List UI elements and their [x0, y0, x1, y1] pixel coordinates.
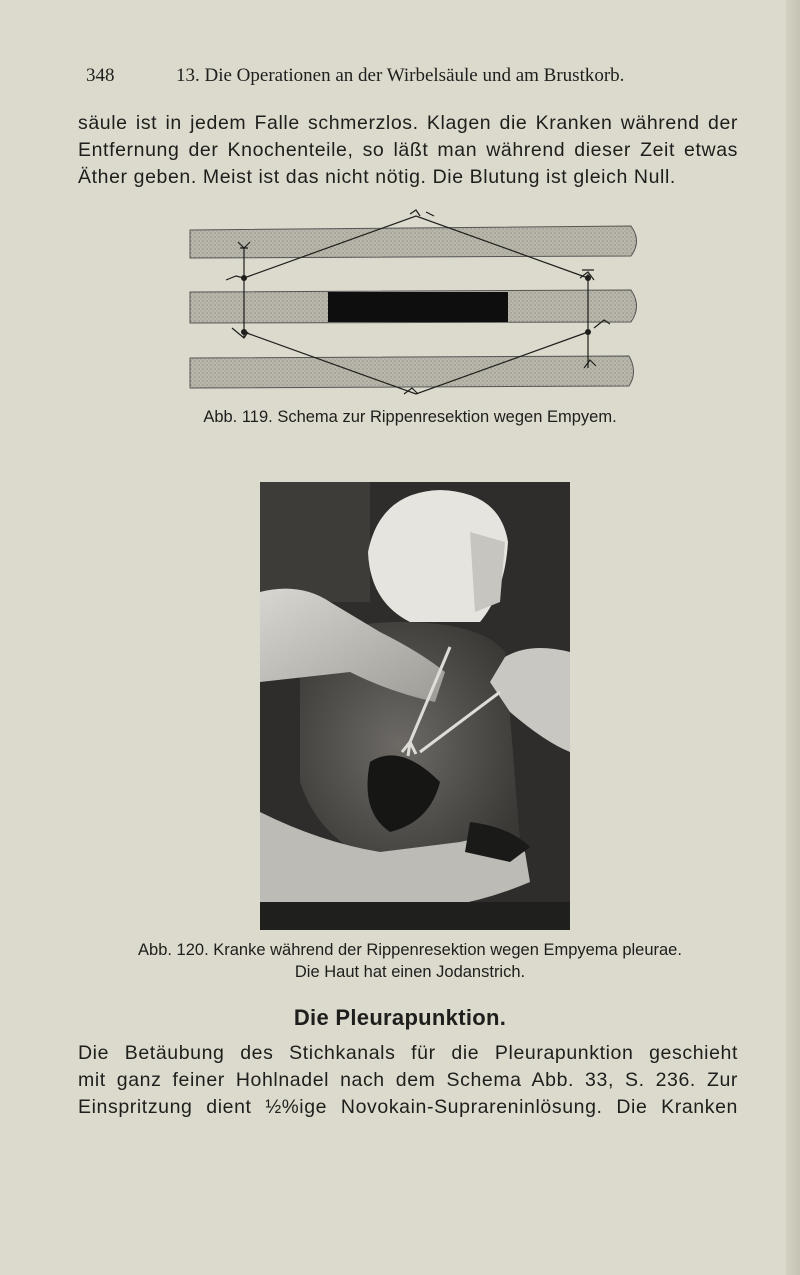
text-line: Die Betäubung des Stichkanals für die Pleurapunktion geschieht: [78, 1042, 738, 1064]
rib-bottom: [190, 356, 634, 388]
rib-middle: [190, 290, 637, 323]
text-segment: ige Novokain-Suprareninlösung. Die Kranken: [299, 1096, 738, 1118]
text-line: säule ist in jedem Falle schmerzlos. Klagen die Kranken während der: [78, 112, 738, 134]
page-edge: [786, 0, 800, 1275]
rib-top: [190, 226, 637, 258]
text-line: [78, 1094, 738, 1121]
paragraph-2: [78, 1040, 738, 1121]
paragraph-1: [78, 110, 738, 191]
text-segment: Einspritzung dient: [78, 1096, 266, 1118]
text-line: Entfernung der Knochenteile, so läßt man während dieser Zeit etwas: [78, 139, 738, 161]
figure-120-caption: [80, 939, 740, 983]
text-line: mit ganz feiner Hohlnadel nach dem Schema Abb. 33, S. 236. Zur: [78, 1069, 738, 1091]
fraction: ½%: [265, 1097, 300, 1118]
section-title: Die Pleurapunktion.: [293, 1005, 507, 1030]
figure-119-caption: Abb. 119. Schema zur Rippenresektion wegen Empyem.: [203, 408, 617, 426]
figure-120-caption-line1: Abb. 120. Kranke während der Rippenresektion wegen Empyema pleurae.: [138, 941, 682, 959]
running-title: 13. Die Operationen an der Wirbelsäule und am Brustkorb.: [176, 65, 625, 86]
page-number: 348: [86, 65, 115, 86]
text-line: Äther geben. Meist ist das nicht nötig. Die Blutung ist gleich Null.: [78, 166, 676, 188]
surgery-photograph: [260, 482, 570, 930]
resected-rib-segment: [328, 292, 508, 322]
figure-120-caption-line2: Die Haut hat einen Jodanstrich.: [294, 963, 526, 981]
rib-resection-diagram: [186, 208, 642, 398]
